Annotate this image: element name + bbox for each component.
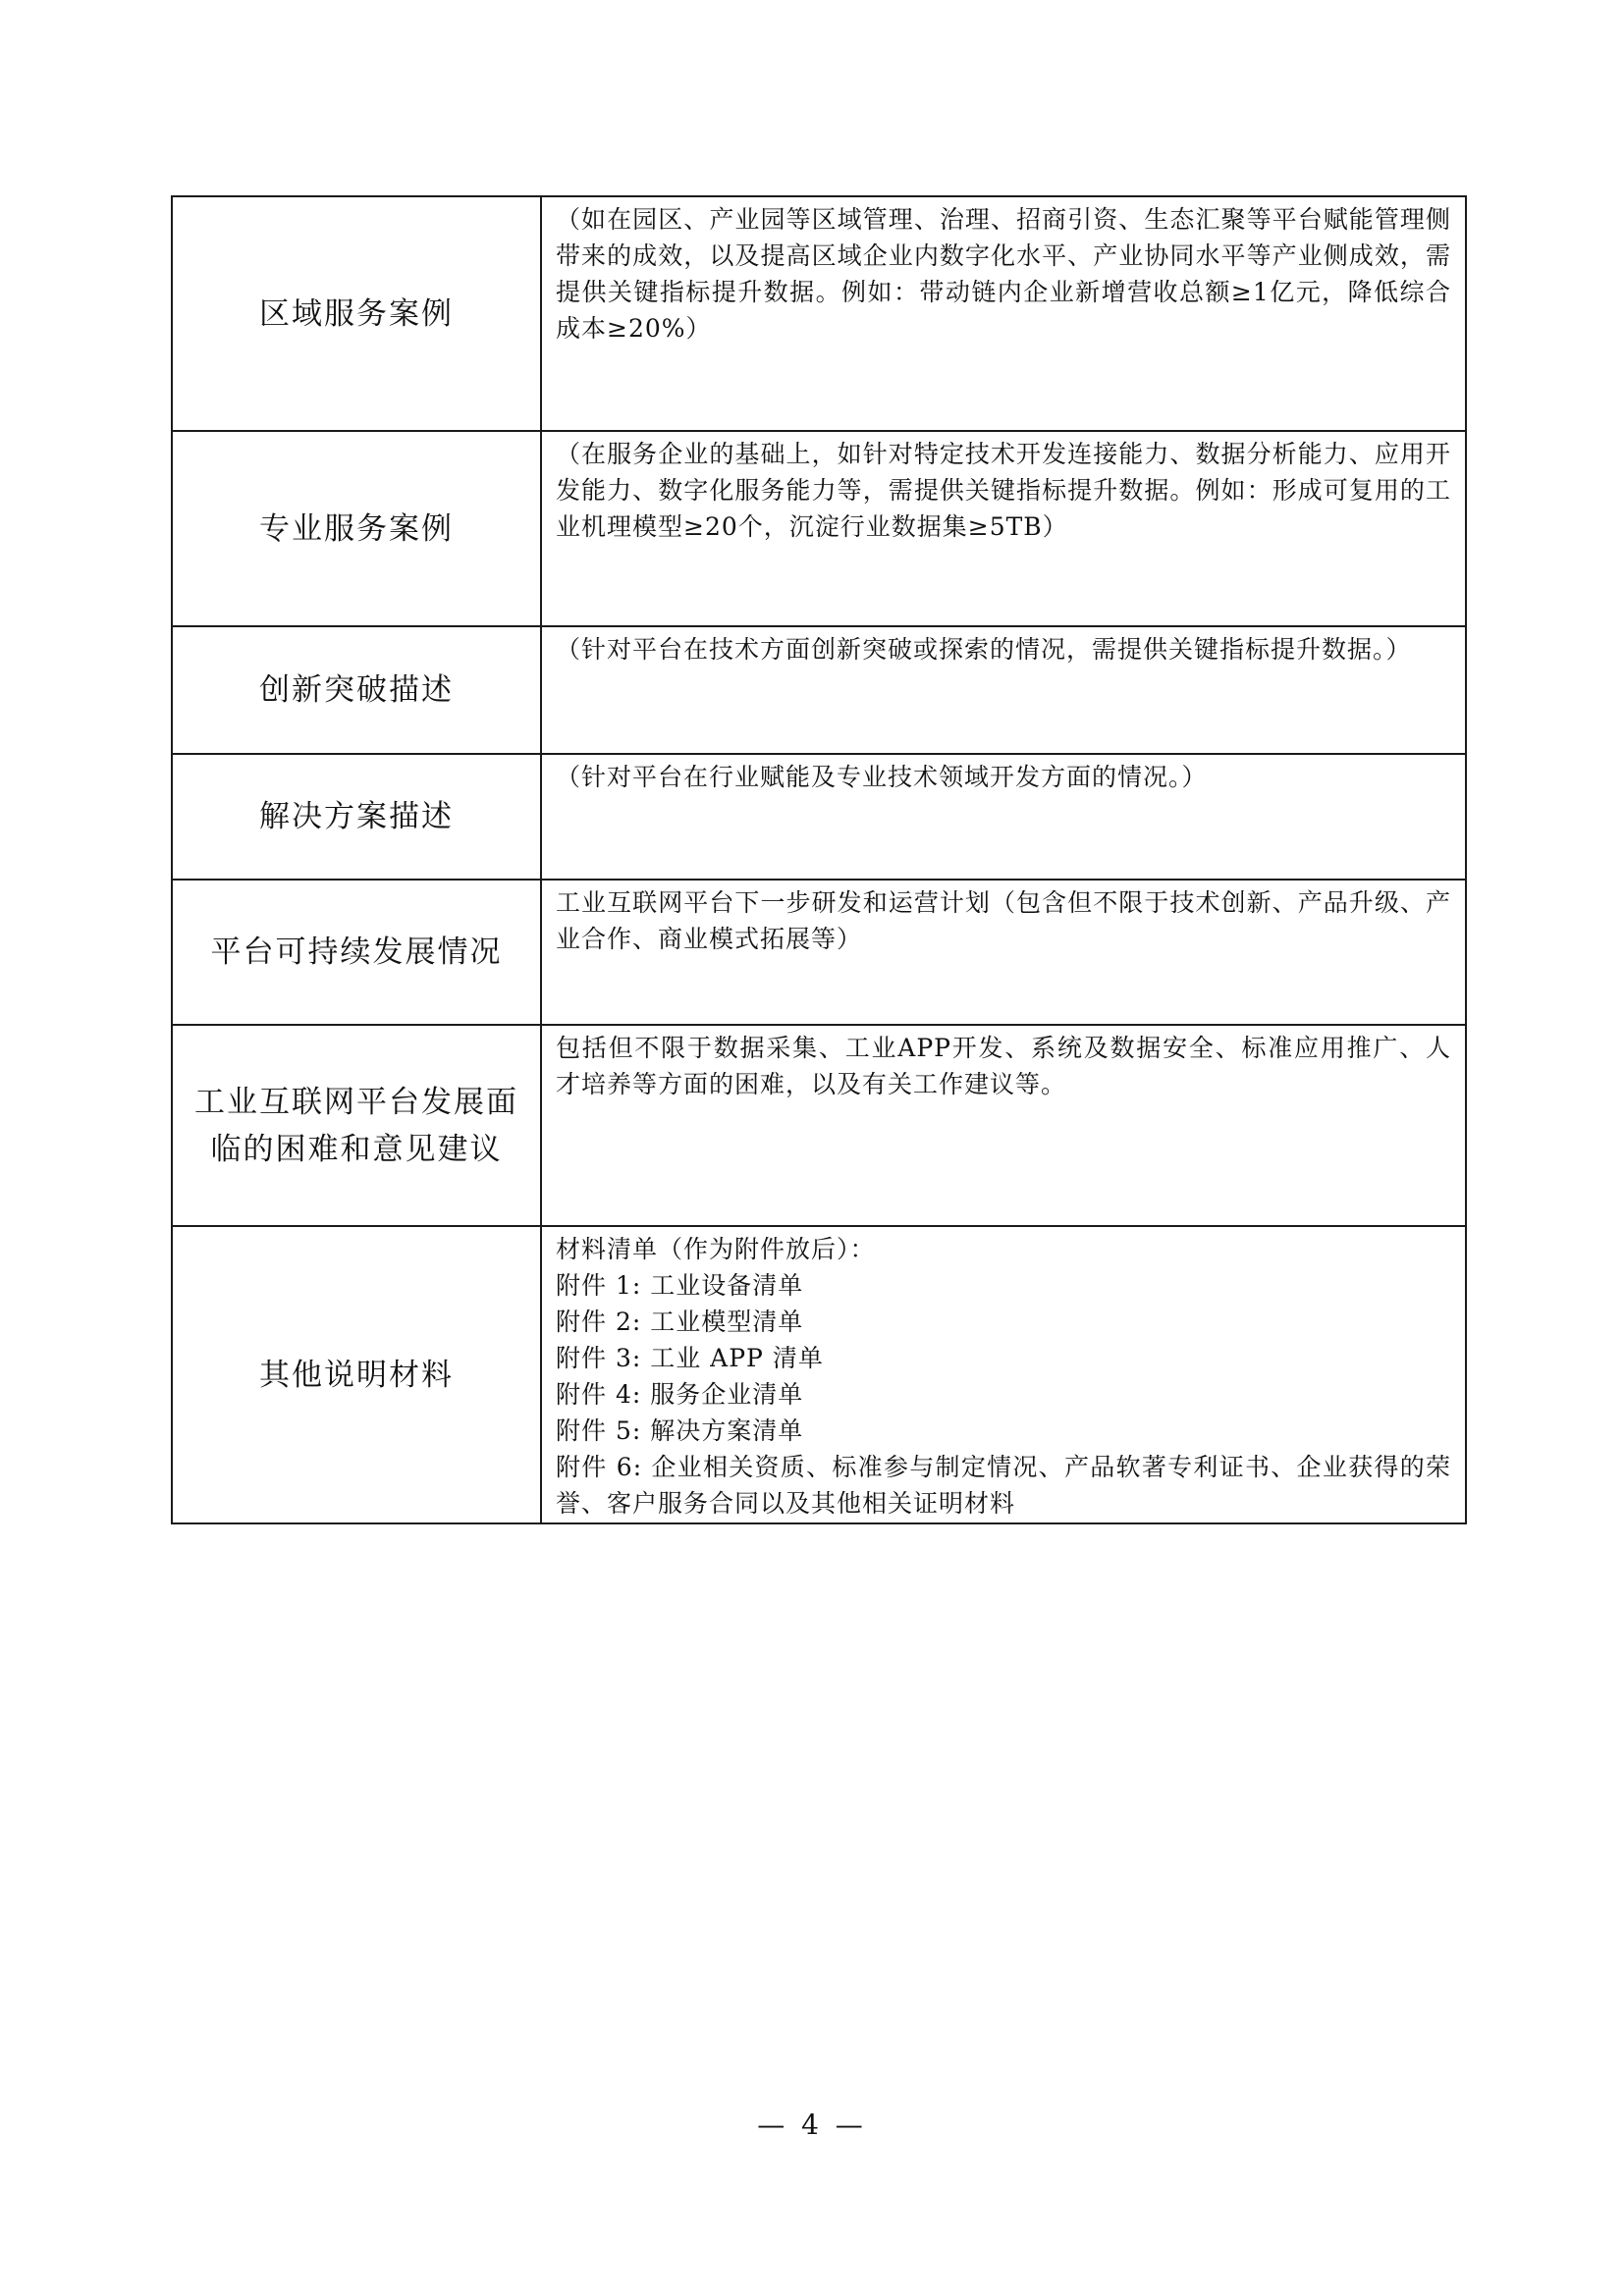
table-row-difficulties: [172, 1025, 1466, 1226]
table-row-regional-service: [172, 196, 1466, 431]
table-row-professional-service: [172, 431, 1466, 626]
row-label-regional-service: 区域服务案例: [172, 196, 541, 431]
materials-list-heading: 材料清单（作为附件放后）：: [556, 1235, 876, 1263]
application-form-table: [171, 195, 1467, 1524]
row-label-solution: 解决方案描述: [172, 754, 541, 880]
row-content-sustainability: 工业互联网平台下一步研发和运营计划（包含但不限于技术创新、产品升级、产业合作、商业模式拓展等）: [541, 880, 1466, 1025]
row-content-solution: （针对平台在行业赋能及专业技术领域开发方面的情况。）: [541, 754, 1466, 880]
table-row-other-materials: [172, 1226, 1466, 1523]
row-label-innovation: 创新突破描述: [172, 626, 541, 754]
row-content-innovation: （针对平台在技术方面创新突破或探索的情况，需提供关键指标提升数据。）: [541, 626, 1466, 754]
attachment-item: 附件 6: 企业相关资质、标准参与制定情况、产品软著专利证书、企业获得的荣誉、客户服务合同以及其他相关证明材料: [556, 1453, 1451, 1518]
row-content-professional-service: （在服务企业的基础上，如针对特定技术开发连接能力、数据分析能力、应用开发能力、数字化服务能力等，需提供关键指标提升数据。例如：形成可复用的工业机理模型≥20个，沉淀行业数据集≥5TB）: [541, 431, 1466, 626]
row-label-sustainability: 平台可持续发展情况: [172, 880, 541, 1025]
attachment-item: 附件 5: 解决方案清单: [556, 1416, 804, 1445]
row-label-other-materials: 其他说明材料: [172, 1226, 541, 1523]
table-row-sustainability: [172, 880, 1466, 1025]
row-content-regional-service: （如在园区、产业园等区域管理、治理、招商引资、生态汇聚等平台赋能管理侧带来的成效，以及提高区域企业内数字化水平、产业协同水平等产业侧成效，需提供关键指标提升数据。例如：带动链内企业新增营收总额≥1亿元，降低综合成本≥20%）: [541, 196, 1466, 431]
attachment-item: 附件 3: 工业 APP 清单: [556, 1344, 824, 1372]
row-label-professional-service: 专业服务案例: [172, 431, 541, 626]
attachment-item: 附件 2: 工业模型清单: [556, 1308, 804, 1336]
table-row-solution: [172, 754, 1466, 880]
attachment-item: 附件 4: 服务企业清单: [556, 1380, 804, 1409]
row-label-difficulties: 工业互联网平台发展面临的困难和意见建议: [172, 1025, 541, 1226]
table-row-innovation: [172, 626, 1466, 754]
row-content-difficulties: 包括但不限于数据采集、工业APP开发、系统及数据安全、标准应用推广、人才培养等方面的困难，以及有关工作建议等。: [541, 1025, 1466, 1226]
attachment-item: 附件 1: 工业设备清单: [556, 1271, 804, 1300]
row-content-other-materials: [541, 1226, 1466, 1523]
page-number: — 4 —: [757, 2109, 867, 2141]
